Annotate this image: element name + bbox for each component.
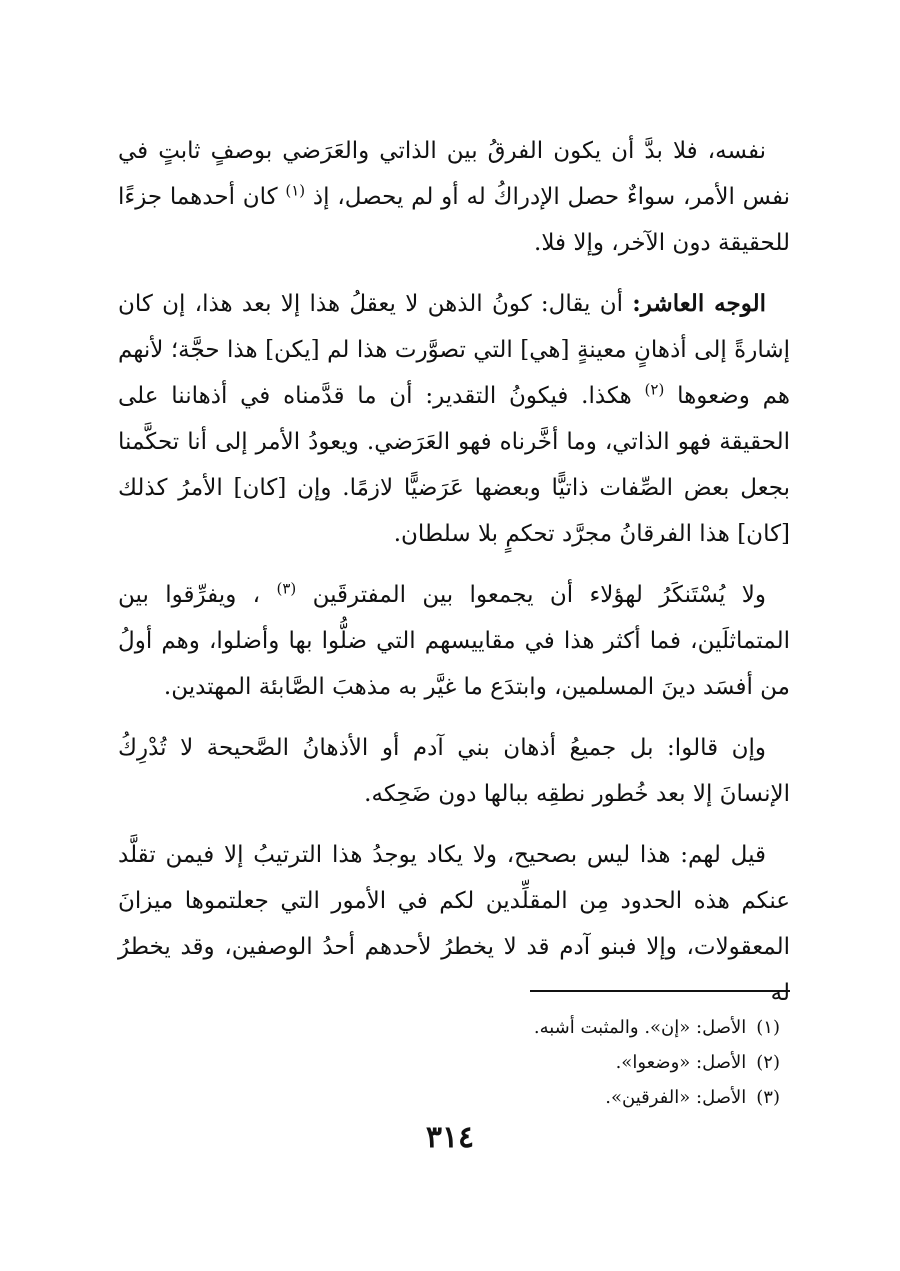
paragraph-4-text: وإن قالوا: بل جميعُ أذهان بني آدم أو الأذهانُ الصَّحيحة لا تُدْرِكُ الإنسانَ إلا بعد خُطور نطقِه ببالها دون ضَحِكه. [118, 735, 790, 807]
paragraph-3-text-a: ولا يُسْتَنكَرُ لهؤلاء أن يجمعوا بين المفترقَين [312, 582, 767, 608]
footnote-2 [300, 1045, 780, 1080]
paragraph-3 [118, 572, 790, 710]
footnote-divider [530, 990, 790, 992]
section-lead: الوجه العاشر: [632, 290, 766, 317]
footnote-2-text: الأصل: «وضعوا». [615, 1052, 747, 1073]
paragraph-4 [118, 725, 790, 817]
paragraph-3-text-b: ، ويفرِّقوا بين المتماثلَين، فما أكثر هذا في مقاييسهم التي ضلُّوا بها وأضلوا، وهم أولُ من أفسَد دينَ المسلمين، وابتدَع ما غيَّر به مذهبَ الصَّابئة المهتدين. [118, 582, 790, 700]
footnote-1-text: الأصل: «إن». والمثبت أشبه. [533, 1017, 747, 1038]
footnotes [300, 1010, 780, 1115]
footnote-1 [300, 1010, 780, 1045]
footnote-3-text: الأصل: «الفرقين». [605, 1087, 747, 1108]
page-number: ٣١٤ [425, 1120, 475, 1155]
paragraph-1-tail: كان أحدهما جزءًا للحقيقة دون الآخر، وإلا فلا. [118, 184, 790, 256]
footnote-3 [300, 1080, 780, 1115]
paragraph-1 [118, 128, 790, 266]
footnote-2-number: (٢) [756, 1052, 780, 1073]
footnote-marker-1: (١) [285, 181, 306, 200]
paragraph-2-text-b: هكذا. فيكونُ التقدير: أن ما قدَّمناه في أذهاننا على الحقيقة فهو الذاتي، وما أخَّرناه فهو العَرَضي. ويعودُ الأمر إلى أنا تحكَّمنا بجعل بعض الصِّفات ذاتيًّا وبعضها عَرَضيًّا لازمًا. وإن [كان] الأمرُ كذلك [كان] هذا الفرقانُ مجرَّد تحكمٍ بلا سلطان. [118, 383, 790, 547]
paragraph-1-text: نفسه، فلا بدَّ أن يكون الفرقُ بين الذاتي والعَرَضي بوصفٍ ثابتٍ في نفس الأمر، سواءٌ حصل الإدراكُ له أو لم يحصل، إذ [118, 138, 791, 210]
paragraph-2 [118, 281, 790, 557]
footnote-marker-2: (٢) [644, 380, 665, 399]
paragraph-5 [118, 832, 790, 1016]
paragraph-5-text: قيل لهم: هذا ليس بصحيح، ولا يكاد يوجدُ هذا الترتيبُ إلا فيمن تقلَّد عنكم هذه الحدود مِن المقلِّدين لكم في الأمور التي جعلتموها ميزانَ المعقولات، وإلا فبنو آدم قد لا يخطرُ لأحدهم أحدُ الوصفين، وقد يخطرُ له [118, 842, 790, 1006]
footnote-marker-3: (٣) [276, 579, 297, 598]
footnote-1-number: (١) [756, 1017, 780, 1038]
footnote-3-number: (٣) [756, 1087, 780, 1108]
paragraph-2-text-a: أن يقال: كونُ الذهن لا يعقلُ هذا إلا بعد هذا، إن كان إشارةً إلى أذهانٍ معينةٍ [هي] التي تصوَّرت هذا لم [يكن] هذا حجَّة؛ لأنهم هم وضعوها [118, 291, 791, 409]
main-text [118, 128, 790, 1031]
